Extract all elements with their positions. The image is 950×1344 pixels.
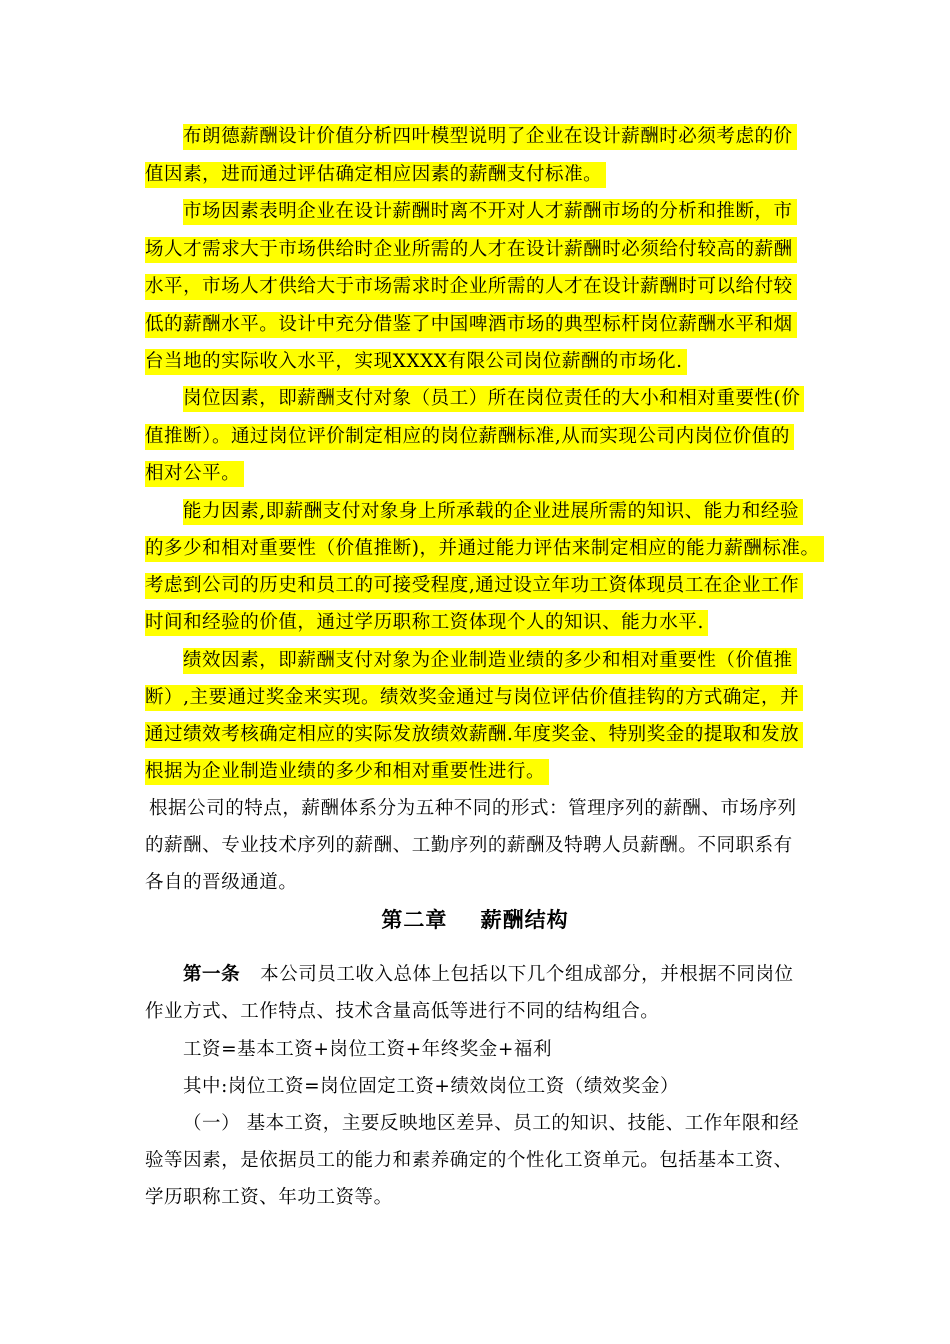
paragraph-line [145,461,244,487]
highlighted-text: 市场因素表明企业在设计薪酬时离不开对人才薪酬市场的分析和推断，市 [183,199,797,225]
paragraph-line: 各自的晋级通道。 [145,872,298,893]
paragraph-line [145,759,549,785]
highlighted-text: 能力因素,即薪酬支付对象身上所承载的企业进展所需的知识、能力和经验 [183,499,803,525]
paragraph-line [183,124,797,150]
paragraph-line [145,722,803,748]
paragraph-line [145,162,606,188]
highlighted-text: 场人才需求大于市场供给时企业所需的人才在设计薪酬时必须给付较高的薪酬 [145,237,797,263]
highlighted-text: 低的薪酬水平。设计中充分借鉴了中国啤酒市场的典型标杆岗位薪酬水平和烟 [145,312,797,338]
highlighted-text: 岗位因素，即薪酬支付对象（员工）所在岗位责任的大小和相对重要性(价 [183,386,804,412]
highlighted-text: 台当地的实际收入水平，实现XXXX有限公司岗位薪酬的市场化. [145,349,687,375]
paragraph-line [183,199,797,225]
paragraph-line [145,536,824,562]
paragraph-line: 根据公司的特点，薪酬体系分为五种不同的形式：管理序列的薪酬、市场序列 [149,798,797,819]
paragraph-line [145,610,708,636]
paragraph-line [145,685,803,711]
highlighted-text: 根据为企业制造业绩的多少和相对重要性进行。 [145,759,549,785]
highlighted-text: 相对公平。 [145,461,244,487]
highlighted-text: 水平，市场人才供给大于市场需求时企业所需的人才在设计薪酬时可以给付较 [145,274,797,300]
paragraph-line [145,312,797,338]
highlighted-text: 布朗德薪酬设计价值分析四叶模型说明了企业在设计薪酬时必须考虑的价 [183,124,797,150]
article-text: 本公司员工收入总体上包括以下几个组成部分，并根据不同岗位 [260,964,794,985]
highlighted-text: 值因素，进而通过评估确定相应因素的薪酬支付标准。 [145,162,606,188]
article-line: 作业方式、工作特点、技术含量高低等进行不同的结构组合。 [145,1001,660,1022]
highlighted-text: 考虑到公司的历史和员工的可接受程度,通过设立年功工资体现员工在企业工作 [145,573,803,599]
highlighted-text: 通过绩效考核确定相应的实际发放绩效薪酬.年度奖金、特别奖金的提取和发放 [145,722,803,748]
paragraph-line [145,573,803,599]
item-line: （一） 基本工资，主要反映地区差异、员工的知识、技能、工作年限和经 [183,1113,800,1134]
paragraph-line [145,274,797,300]
paragraph-line [183,499,803,525]
paragraph-line [183,386,804,412]
formula-line: 其中:岗位工资=岗位固定工资+绩效岗位工资（绩效奖金） [183,1076,680,1097]
paragraph-line [183,648,797,674]
formula-line: 工资=基本工资+岗位工资+年终奖金+福利 [183,1039,553,1060]
paragraph-line: 的薪酬、专业技术序列的薪酬、工勤序列的薪酬及特聘人员薪酬。不同职系有 [145,835,793,856]
highlighted-text: 的多少和相对重要性（价值推断)，并通过能力评估来制定相应的能力薪酬标准。 [145,536,824,562]
highlighted-text: 断）,主要通过奖金来实现。绩效奖金通过与岗位评估价值挂钩的方式确定，并 [145,685,803,711]
highlighted-text: 时间和经验的价值，通过学历职称工资体现个人的知识、能力水平. [145,610,708,636]
highlighted-text: 值推断）。通过岗位评价制定相应的岗位薪酬标准,从而实现公司内岗位价值的 [145,424,794,450]
highlighted-text: 绩效因素，即薪酬支付对象为企业制造业绩的多少和相对重要性（价值推 [183,648,797,674]
paragraph-line [145,237,797,263]
item-line: 学历职称工资、年功工资等。 [145,1187,393,1208]
chapter-title: 第二章 薪酬结构 [381,908,569,932]
article-line [183,962,794,988]
article-label: 第一条 [183,964,241,985]
item-line: 验等因素，是依据员工的能力和素养确定的个性化工资单元。包括基本工资、 [145,1150,793,1171]
paragraph-line [145,424,794,450]
paragraph-line [145,349,687,375]
